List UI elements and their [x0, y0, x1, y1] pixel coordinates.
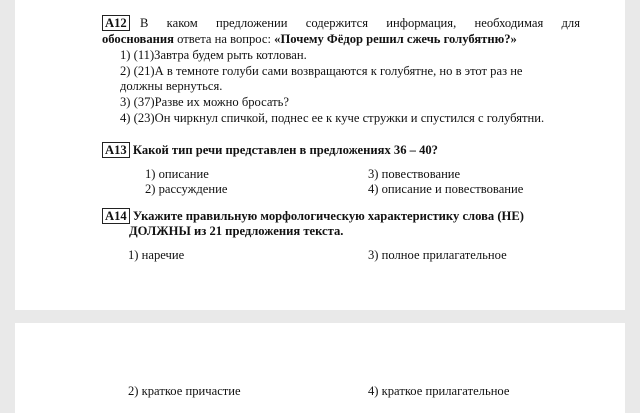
q12-option-2-cont: должны вернуться. — [120, 79, 223, 93]
q14-question-line1: A14 Укажите правильную морфологическую характеристику слова (НЕ) — [102, 209, 524, 224]
q14-option-2: 2) краткое причастие — [128, 384, 241, 398]
q14-question-line2: ДОЛЖНЫ из 21 предложения текста. — [129, 224, 344, 238]
q12-option-2: 2) (21)А в темноте голуби сами возвращаются к голубятне, но в этот раз не — [120, 64, 523, 78]
q13-option-4: 4) описание и повествование — [368, 182, 524, 196]
q14-option-3: 3) полное прилагательное — [368, 248, 507, 262]
q14-option-4: 4) краткое прилагательное — [368, 384, 510, 398]
q12-label: A12 — [102, 15, 130, 31]
q14-option-1: 1) наречие — [128, 248, 185, 262]
q13-option-2: 2) рассуждение — [145, 182, 228, 196]
q12-option-1: 1) (11)Завтра будем рыть котлован. — [120, 48, 307, 62]
q14-label: A14 — [102, 208, 130, 224]
q13-option-1: 1) описание — [145, 167, 209, 181]
q12-option-3: 3) (37)Разве их можно бросать? — [120, 95, 289, 109]
q13-label: A13 — [102, 142, 130, 158]
page-bottom — [15, 323, 625, 413]
q12-question-line1: В каком предложении содержится информация, необходимая для — [140, 16, 580, 30]
q13-option-3: 3) повествование — [368, 167, 461, 181]
q12-option-4: 4) (23)Он чиркнул спичкой, поднес ее к куче стружки и спустился с голубятни. — [120, 111, 545, 125]
q13-question: A13 Какой тип речи представлен в предложениях 36 – 40? — [102, 143, 438, 158]
q12-question-line2: обоснования ответа на вопрос: «Почему Фёдор решил сжечь голубятню?» — [102, 32, 517, 46]
